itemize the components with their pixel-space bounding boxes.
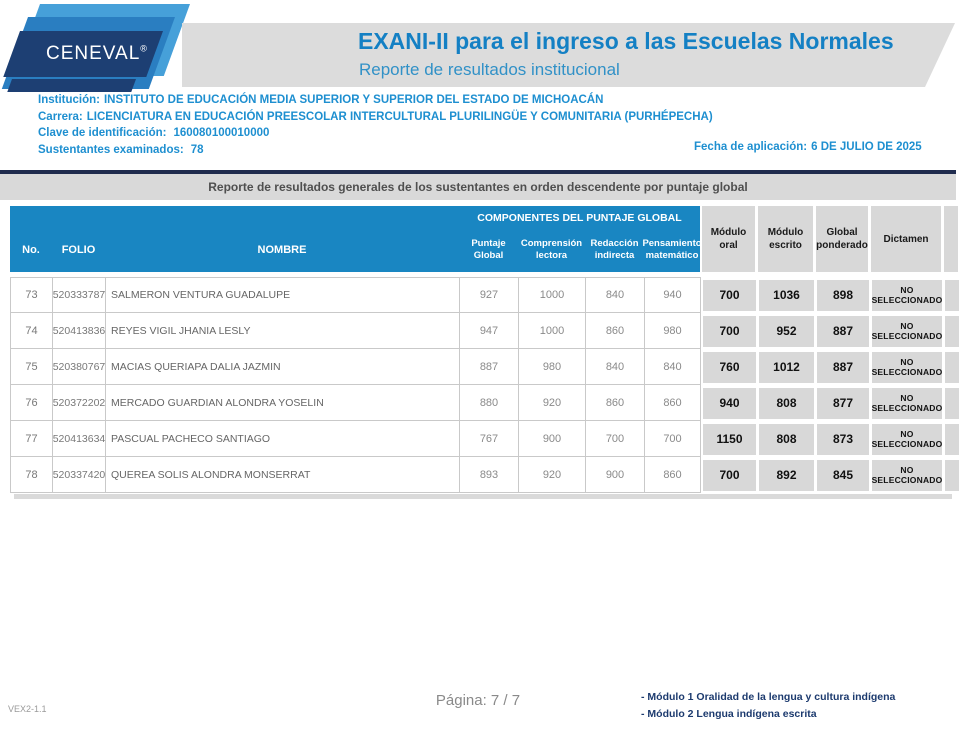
cell-comprension: 900 bbox=[519, 421, 586, 457]
clave-label: Clave de identificación: bbox=[38, 127, 167, 139]
module-notes bbox=[641, 689, 895, 723]
cell-folio: 520413634 bbox=[53, 421, 106, 457]
col-header-puntaje-global: Puntaje Global bbox=[471, 238, 506, 261]
cell-puntaje: 947 bbox=[460, 313, 519, 349]
cell-redaccion: 860 bbox=[586, 385, 645, 421]
row-edge-cell bbox=[945, 316, 959, 347]
cell-folio: 520372202 bbox=[53, 385, 106, 421]
cell-redaccion: 900 bbox=[586, 457, 645, 493]
header-edge-cell bbox=[944, 206, 958, 272]
cell-dictamen: NO SELECCIONADO bbox=[872, 460, 942, 491]
clave-value: 160080100010000 bbox=[173, 127, 270, 139]
cell-pensamiento: 940 bbox=[645, 277, 701, 313]
cell-comprension: 1000 bbox=[519, 277, 586, 313]
col-header-comprension: Comprensión lectora bbox=[520, 238, 583, 261]
table-row bbox=[10, 349, 959, 385]
row-edge-cell bbox=[945, 352, 959, 383]
cell-folio: 520337420 bbox=[53, 457, 106, 493]
table-row bbox=[10, 313, 959, 349]
row-edge-cell bbox=[945, 460, 959, 491]
table-row bbox=[10, 385, 959, 421]
registered-mark: ® bbox=[140, 43, 148, 54]
cell-modulo-escrito: 808 bbox=[759, 424, 814, 455]
cell-no: 75 bbox=[11, 349, 53, 385]
report-bar-title: Reporte de resultados generales de los sustentantes en orden descendente por puntaje global bbox=[0, 174, 956, 200]
row-edge-cell bbox=[945, 388, 959, 419]
cell-modulo-escrito: 952 bbox=[759, 316, 814, 347]
clave-line bbox=[38, 125, 713, 142]
table-header-blue bbox=[10, 206, 700, 272]
cell-global-ponderado: 887 bbox=[817, 316, 869, 347]
cell-comprension: 920 bbox=[519, 457, 586, 493]
cell-global-ponderado: 898 bbox=[817, 280, 869, 311]
cell-redaccion: 840 bbox=[586, 349, 645, 385]
sustentantes-line bbox=[38, 142, 713, 159]
cell-puntaje: 880 bbox=[460, 385, 519, 421]
institucion-label: Institución: bbox=[38, 94, 100, 106]
fecha-line bbox=[694, 141, 922, 153]
cell-nombre: REYES VIGIL JHANIA LESLY bbox=[106, 313, 460, 349]
row-edge-cell bbox=[945, 424, 959, 455]
cell-modulo-oral: 700 bbox=[703, 460, 756, 491]
institution-info bbox=[38, 92, 713, 158]
col-header-global-ponderado: Global ponderado bbox=[816, 206, 868, 272]
form-version: VEX2-1.1 bbox=[8, 704, 47, 714]
fecha-label: Fecha de aplicación: bbox=[694, 141, 808, 153]
cell-dictamen: NO SELECCIONADO bbox=[872, 316, 942, 347]
cell-nombre: SALMERON VENTURA GUADALUPE bbox=[106, 277, 460, 313]
cell-pensamiento: 860 bbox=[645, 457, 701, 493]
col-header-redaccion: Redacción indirecta bbox=[590, 238, 639, 261]
table-row bbox=[10, 277, 959, 313]
institucion-value: INSTITUTO DE EDUCACIÓN MEDIA SUPERIOR Y SUPERIOR DEL ESTADO DE MICHOACÁN bbox=[103, 94, 604, 106]
cell-global-ponderado: 845 bbox=[817, 460, 869, 491]
cell-dictamen: NO SELECCIONADO bbox=[872, 352, 942, 383]
cell-no: 74 bbox=[11, 313, 53, 349]
cell-global-ponderado: 873 bbox=[817, 424, 869, 455]
col-header-folio: FOLIO bbox=[61, 244, 96, 256]
sustentantes-label: Sustentantes examinados: bbox=[38, 143, 184, 156]
logo-band-navy-bottom bbox=[7, 79, 136, 92]
cell-global-ponderado: 877 bbox=[817, 388, 869, 419]
logo-wordmark bbox=[46, 43, 148, 65]
table-header-cells bbox=[10, 228, 700, 272]
cell-modulo-oral: 760 bbox=[703, 352, 756, 383]
cell-modulo-escrito: 1012 bbox=[759, 352, 814, 383]
cell-global-ponderado: 887 bbox=[817, 352, 869, 383]
cell-modulo-oral: 940 bbox=[703, 388, 756, 419]
cell-pensamiento: 980 bbox=[645, 313, 701, 349]
cell-comprension: 980 bbox=[519, 349, 586, 385]
results-table-body bbox=[10, 277, 959, 493]
carrera-line bbox=[38, 109, 713, 126]
cell-redaccion: 860 bbox=[586, 313, 645, 349]
cell-redaccion: 700 bbox=[586, 421, 645, 457]
carrera-value: LICENCIATURA EN EDUCACIÓN PREESCOLAR INTERCULTURAL PLURILINGÜE Y COMUNITARIA (PURHÉPECHA) bbox=[86, 110, 713, 123]
cell-dictamen: NO SELECCIONADO bbox=[872, 388, 942, 419]
col-header-pensamiento: Pensamiento matemático bbox=[642, 238, 702, 261]
cell-folio: 520380767 bbox=[53, 349, 106, 385]
sustentantes-value: 78 bbox=[190, 143, 204, 156]
col-header-no: No. bbox=[22, 244, 40, 256]
cell-comprension: 920 bbox=[519, 385, 586, 421]
group-header: COMPONENTES DEL PUNTAJE GLOBAL bbox=[477, 212, 682, 224]
cell-pensamiento: 700 bbox=[645, 421, 701, 457]
table-bottom-shadow bbox=[14, 494, 952, 499]
cell-modulo-escrito: 808 bbox=[759, 388, 814, 419]
cell-folio: 520333787 bbox=[53, 277, 106, 313]
cell-dictamen: NO SELECCIONADO bbox=[872, 280, 942, 311]
carrera-label: Carrera: bbox=[38, 110, 83, 123]
page-subtitle: Reporte de resultados institucional bbox=[359, 60, 620, 79]
cell-puntaje: 767 bbox=[460, 421, 519, 457]
cell-comprension: 1000 bbox=[519, 313, 586, 349]
cell-no: 78 bbox=[11, 457, 53, 493]
col-header-modulo-escrito: Módulo escrito bbox=[758, 206, 813, 272]
row-edge-cell bbox=[945, 280, 959, 311]
cell-puntaje: 893 bbox=[460, 457, 519, 493]
cell-no: 76 bbox=[11, 385, 53, 421]
table-row bbox=[10, 457, 959, 493]
cell-nombre: QUEREA SOLIS ALONDRA MONSERRAT bbox=[106, 457, 460, 493]
col-header-modulo-oral: Módulo oral bbox=[702, 206, 755, 272]
institucion-line bbox=[38, 92, 713, 109]
cell-puntaje: 927 bbox=[460, 277, 519, 313]
cell-modulo-escrito: 892 bbox=[759, 460, 814, 491]
cell-nombre: PASCUAL PACHECO SANTIAGO bbox=[106, 421, 460, 457]
module-note-2: - Módulo 2 Lengua indígena escrita bbox=[641, 708, 817, 720]
cell-modulo-oral: 700 bbox=[703, 316, 756, 347]
ceneval-logo bbox=[10, 2, 205, 96]
page-title: EXANI-II para el ingreso a las Escuelas Normales bbox=[358, 28, 894, 54]
table-header-gray bbox=[702, 206, 958, 272]
fecha-value: 6 DE JULIO DE 2025 bbox=[811, 141, 922, 153]
logo-text: CENEVAL bbox=[46, 43, 141, 64]
cell-pensamiento: 840 bbox=[645, 349, 701, 385]
cell-folio: 520413836 bbox=[53, 313, 106, 349]
cell-no: 73 bbox=[11, 277, 53, 313]
cell-modulo-oral: 700 bbox=[703, 280, 756, 311]
module-note-1: - Módulo 1 Oralidad de la lengua y cultura indígena bbox=[641, 691, 896, 703]
cell-modulo-escrito: 1036 bbox=[759, 280, 814, 311]
table-row bbox=[10, 421, 959, 457]
cell-redaccion: 840 bbox=[586, 277, 645, 313]
cell-modulo-oral: 1150 bbox=[703, 424, 756, 455]
col-header-dictamen: Dictamen bbox=[871, 206, 941, 272]
cell-pensamiento: 860 bbox=[645, 385, 701, 421]
cell-nombre: MACIAS QUERIAPA DALIA JAZMIN bbox=[106, 349, 460, 385]
cell-puntaje: 887 bbox=[460, 349, 519, 385]
cell-nombre: MERCADO GUARDIAN ALONDRA YOSELIN bbox=[106, 385, 460, 421]
cell-no: 77 bbox=[11, 421, 53, 457]
col-header-nombre: NOMBRE bbox=[257, 244, 307, 256]
cell-dictamen: NO SELECCIONADO bbox=[872, 424, 942, 455]
page-indicator: Página: 7 / 7 bbox=[435, 692, 521, 709]
